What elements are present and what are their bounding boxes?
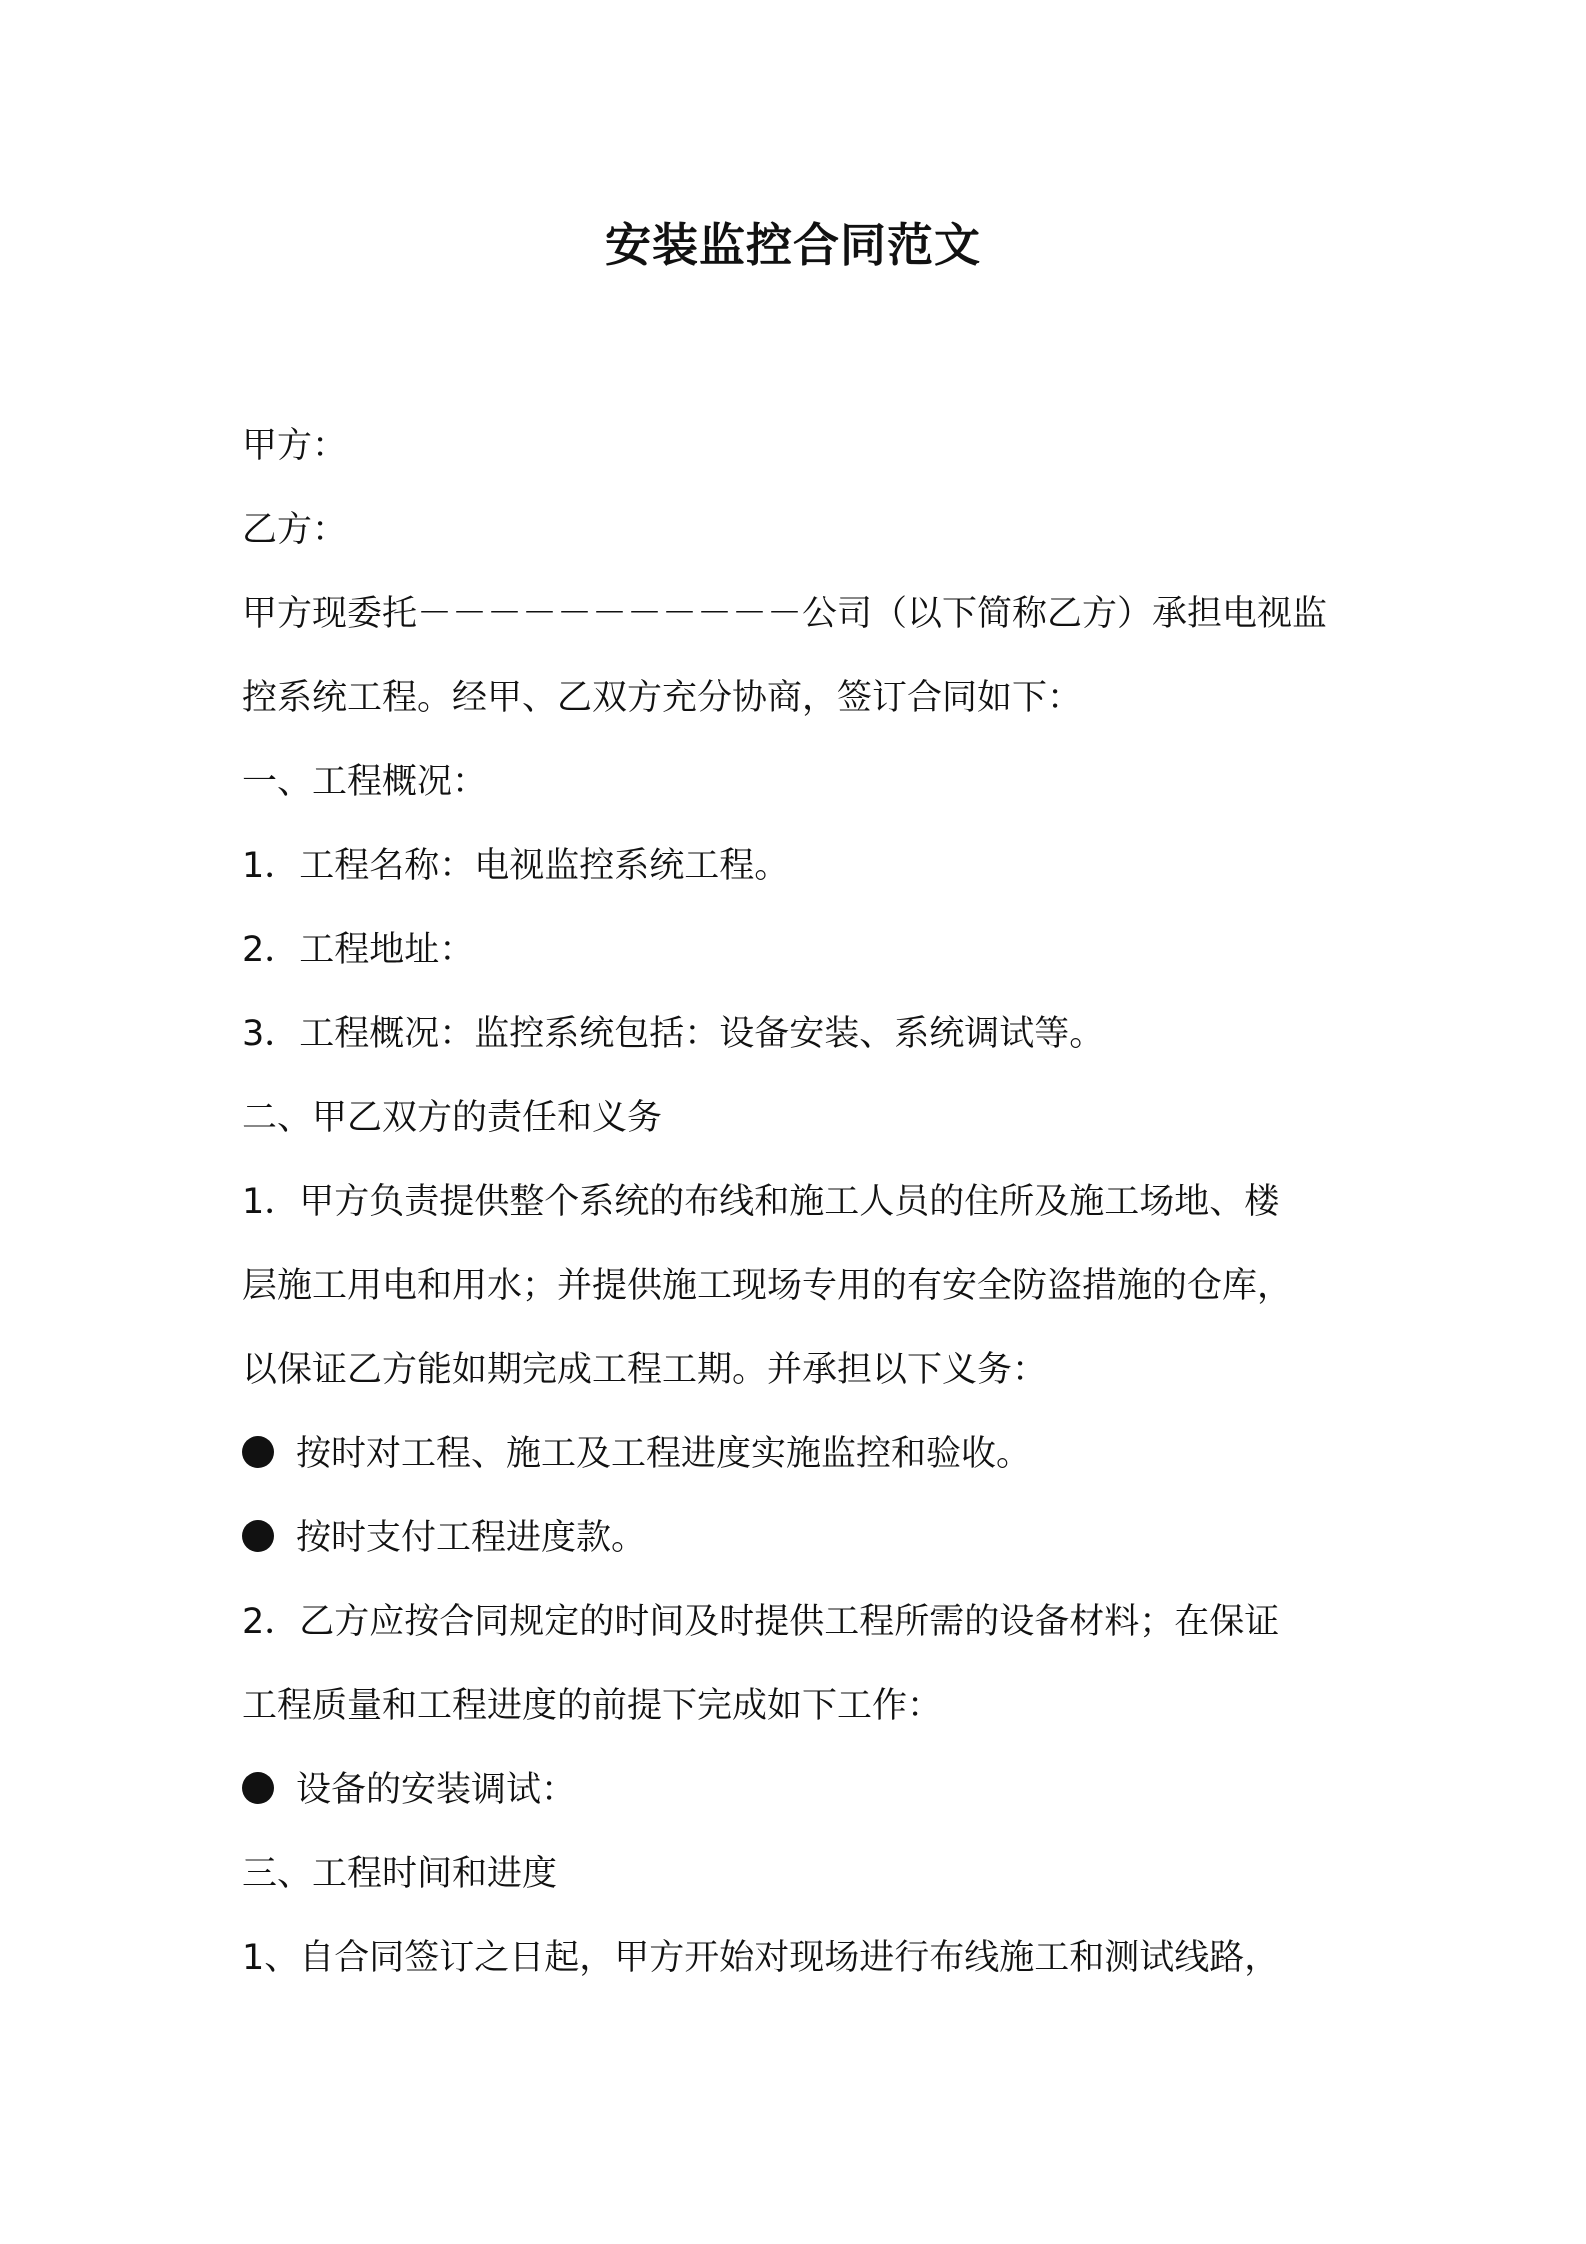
document-title: 安装监控合同范文 bbox=[605, 218, 981, 272]
clause-line: 3．工程概况：监控系统包括：设备安装、系统调试等。 bbox=[242, 1014, 1105, 1054]
bullet-item bbox=[242, 1412, 1360, 1496]
clause-line: 2．工程地址： bbox=[242, 930, 475, 970]
bullet-item bbox=[242, 1496, 1360, 1580]
paragraph-line: 控系统工程。经甲、乙双方充分协商，签订合同如下： bbox=[242, 678, 1083, 718]
bullet-icon bbox=[242, 1772, 274, 1804]
clause-line: 1．工程名称：电视监控系统工程。 bbox=[242, 846, 790, 886]
clause-line: 1、自合同签订之日起，甲方开始对现场进行布线施工和测试线路， bbox=[242, 1938, 1280, 1978]
clause-line: 1．甲方负责提供整个系统的布线和施工人员的住所及施工场地、楼 bbox=[242, 1182, 1280, 1222]
section-heading: 一、工程概况： bbox=[242, 762, 488, 802]
section-heading: 三、工程时间和进度 bbox=[242, 1854, 558, 1894]
bullet-item bbox=[242, 1748, 1360, 1832]
section-heading: 二、甲乙双方的责任和义务 bbox=[242, 1098, 663, 1138]
bullet-text: 设备的安装调试： bbox=[296, 1770, 577, 1810]
clause-line: 层施工用电和用水；并提供施工现场专用的有安全防盗措施的仓库， bbox=[242, 1266, 1293, 1306]
party-b-line: 乙方： bbox=[242, 510, 348, 550]
clause-line: 2．乙方应按合同规定的时间及时提供工程所需的设备材料；在保证 bbox=[242, 1602, 1280, 1642]
party-a-line: 甲方： bbox=[242, 426, 348, 466]
bullet-icon bbox=[242, 1520, 274, 1552]
bullet-text: 按时对工程、施工及工程进度实施监控和验收。 bbox=[296, 1434, 1032, 1474]
bullet-icon bbox=[242, 1436, 274, 1468]
document-body bbox=[242, 404, 1360, 2000]
bullet-text: 按时支付工程进度款。 bbox=[296, 1518, 647, 1558]
clause-line: 工程质量和工程进度的前提下完成如下工作： bbox=[242, 1686, 943, 1726]
paragraph-line: 甲方现委托－－－－－－－－－－－公司（以下简称乙方）承担电视监 bbox=[242, 594, 1328, 634]
clause-line: 以保证乙方能如期完成工程工期。并承担以下义务： bbox=[242, 1350, 1048, 1390]
